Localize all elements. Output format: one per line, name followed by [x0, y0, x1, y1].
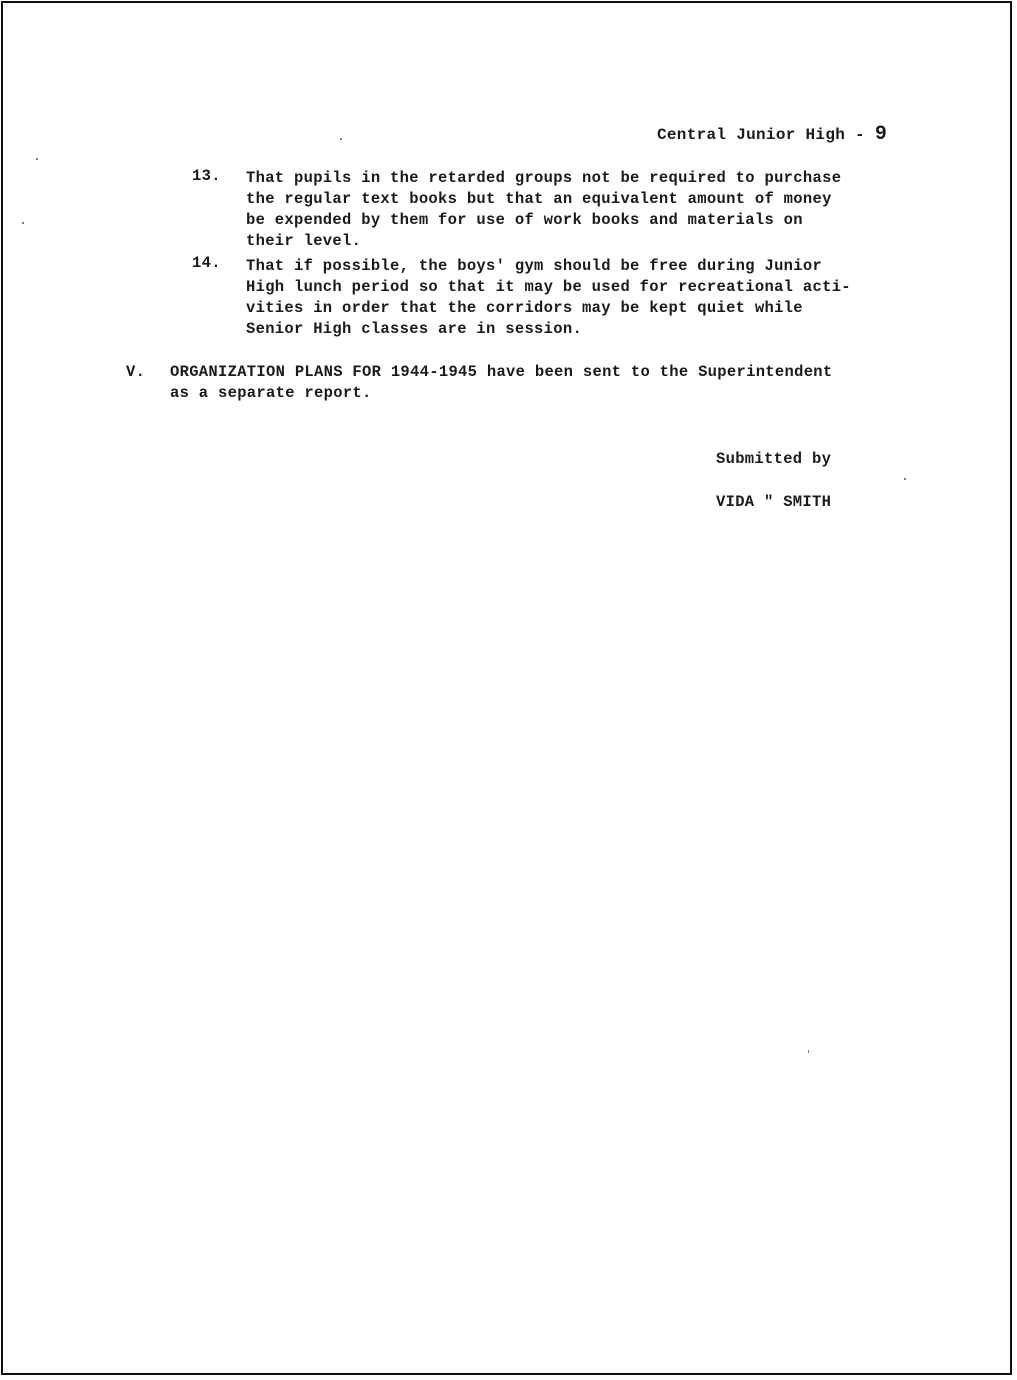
item-13-number: 13. — [192, 167, 221, 185]
item-14-line: That if possible, the boys' gym should be free during Junior — [246, 257, 823, 275]
section-v-line: ORGANIZATION PLANS FOR 1944-1945 have been sent to the Superintendent — [170, 363, 833, 381]
item-14-text — [246, 256, 851, 340]
signatory-name: VIDA " SMITH — [716, 493, 832, 511]
item-13-line: the regular text books but that an equivalent amount of money — [246, 190, 832, 208]
item-14-number: 14. — [192, 254, 221, 272]
scan-speck — [904, 478, 906, 480]
section-v-text — [170, 362, 833, 404]
page-number: 9 — [874, 123, 888, 146]
section-v-line: as a separate report. — [170, 384, 372, 402]
item-14-line: High lunch period so that it may be used for recreational acti- — [246, 278, 851, 296]
item-14-line: vities in order that the corridors may be kept quiet while — [246, 299, 803, 317]
item-13-text — [246, 168, 841, 252]
scan-speck — [340, 138, 342, 140]
item-13-line: be expended by them for use of work books and materials on — [246, 211, 803, 229]
scan-speck — [22, 222, 24, 224]
submitted-by-label: Submitted by — [716, 450, 832, 468]
item-13-line: That pupils in the retarded groups not be required to purchase — [246, 169, 842, 187]
page-header — [657, 124, 887, 146]
scan-speck — [36, 158, 38, 160]
scan-speck — [808, 1050, 809, 1053]
section-v-number: V. — [126, 363, 146, 381]
item-14-line: Senior High classes are in session. — [246, 320, 583, 338]
header-title: Central Junior High - — [657, 126, 865, 144]
item-13-line: their level. — [246, 232, 362, 250]
